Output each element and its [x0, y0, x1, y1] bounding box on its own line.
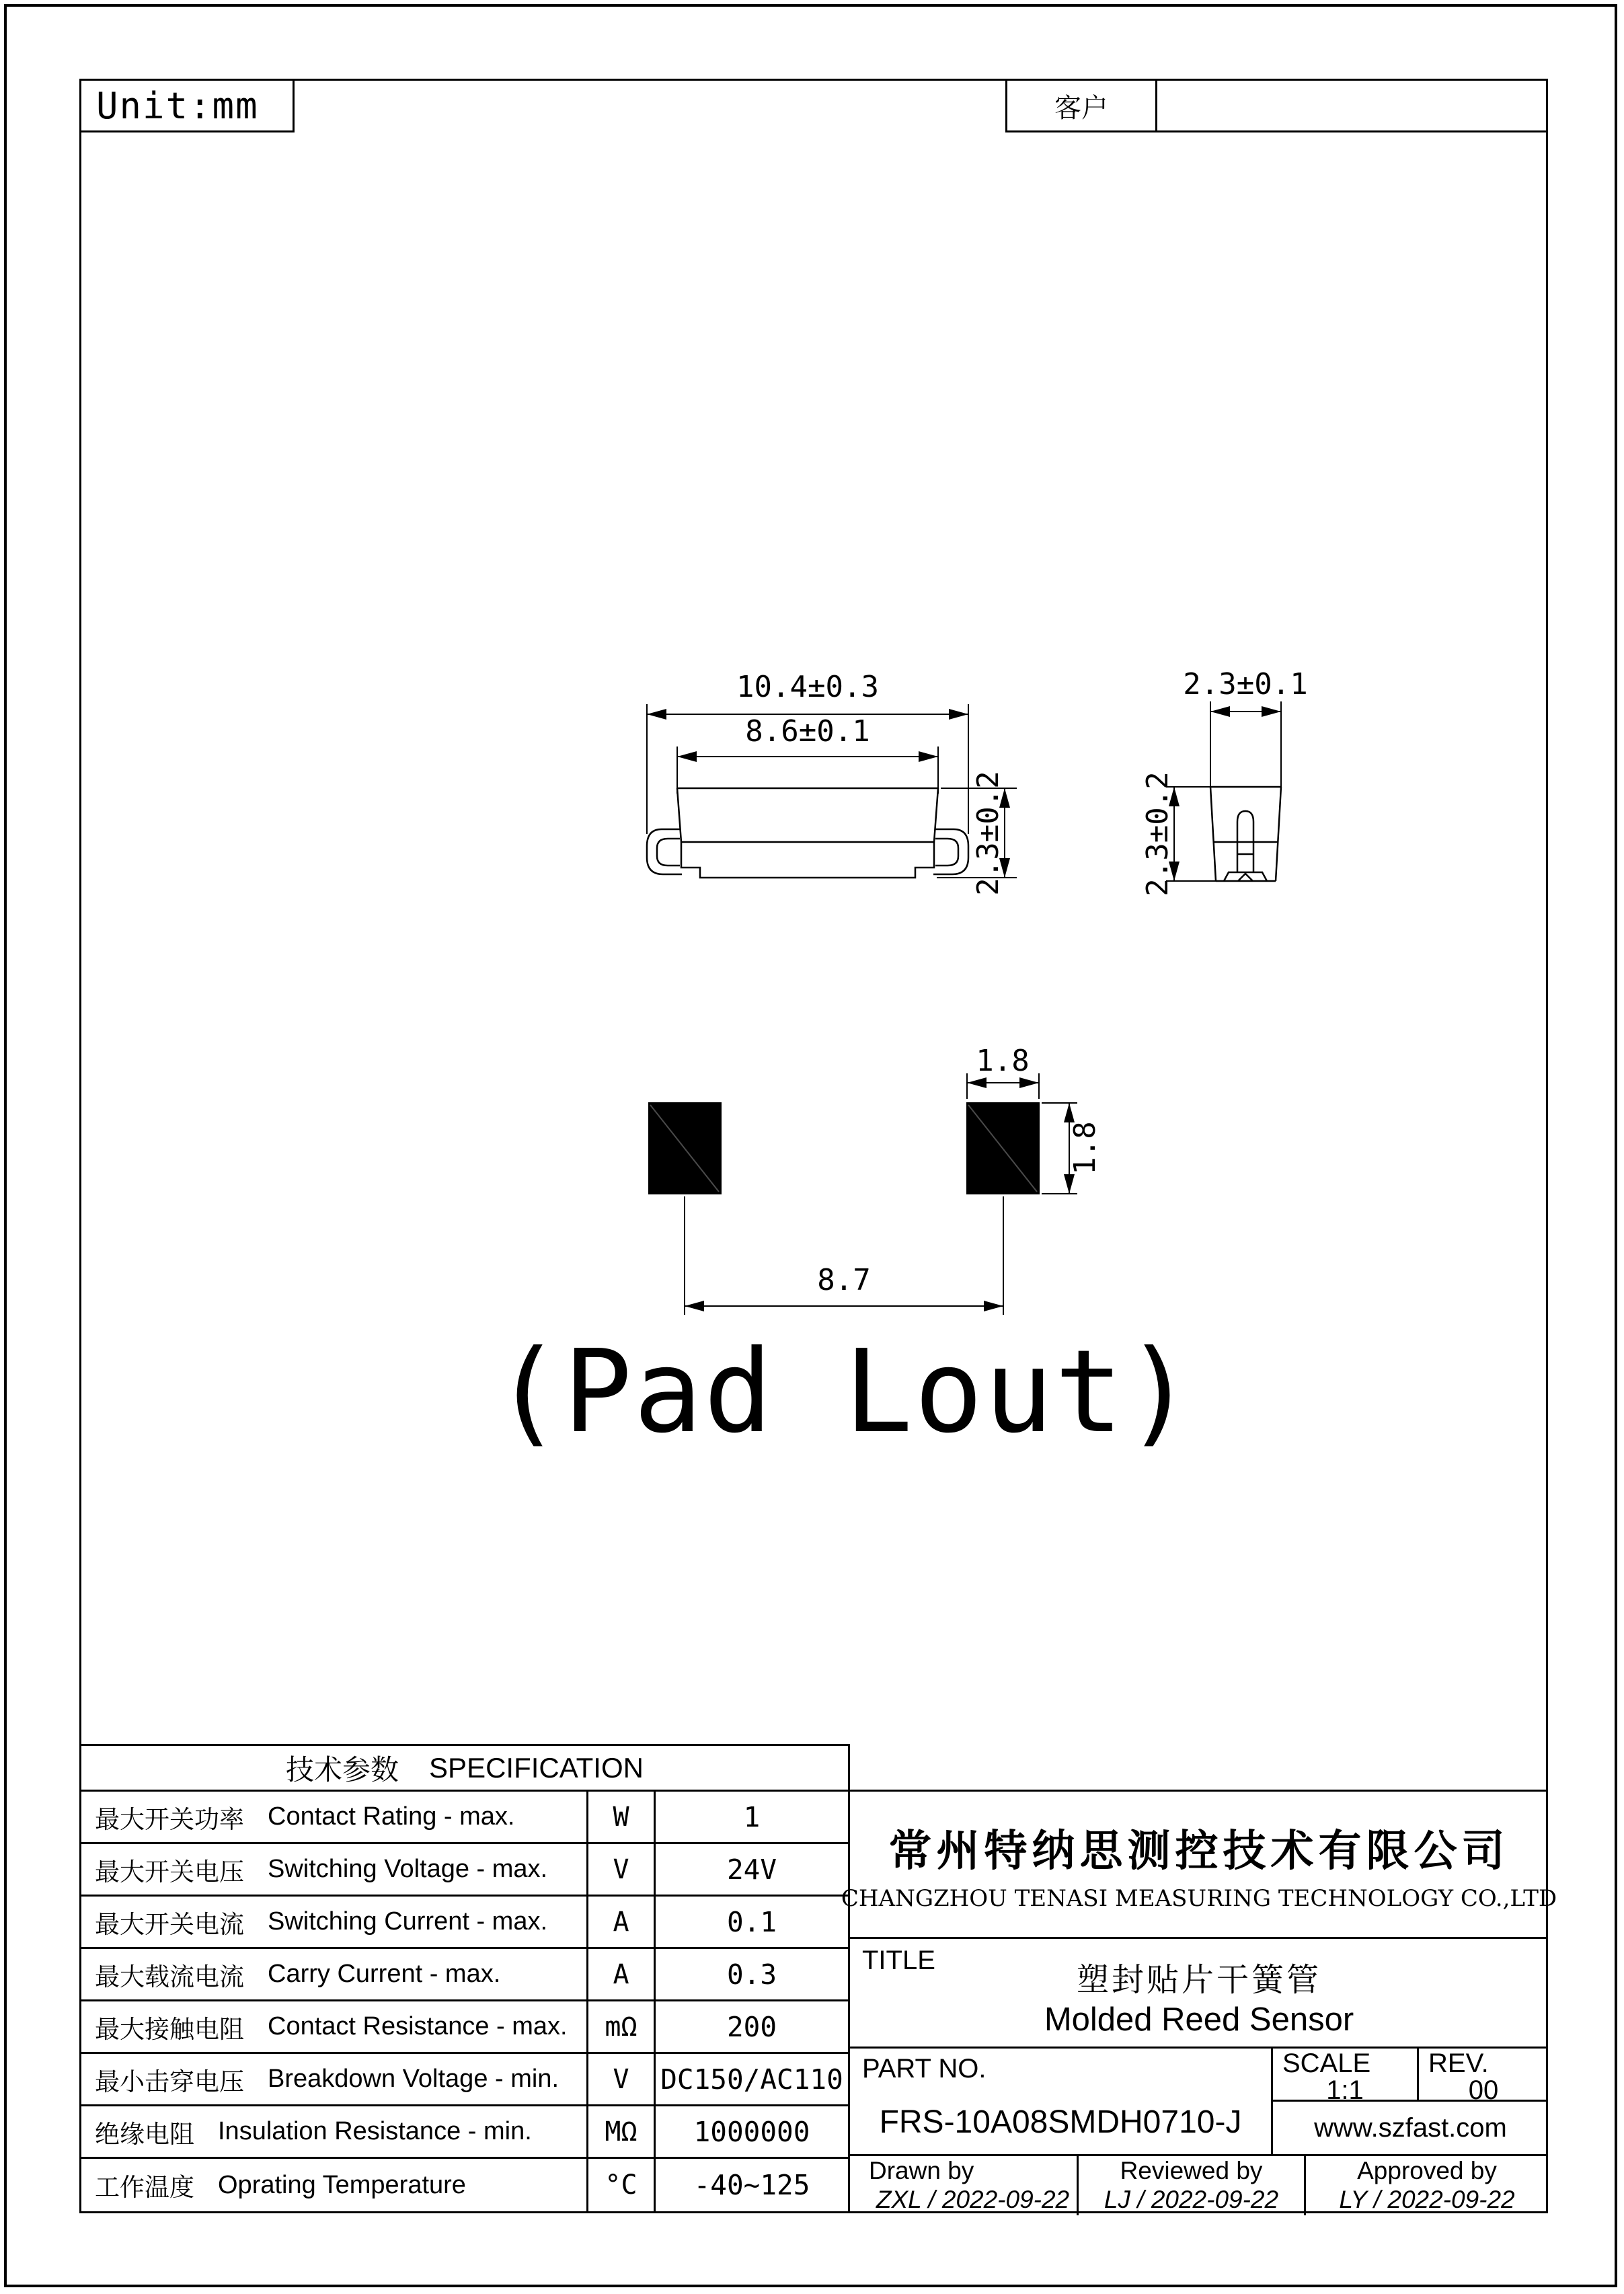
row-label-cn: 最大接触电阻	[95, 2015, 244, 2043]
dim-overall-width: 10.4±0.3	[736, 670, 879, 704]
part-no-label: PART NO.	[862, 2054, 987, 2083]
spec-table-header	[81, 1746, 848, 1792]
table-row	[81, 2054, 848, 2106]
row-label-en: Breakdown Voltage - min.	[268, 2065, 559, 2093]
title-block	[841, 1790, 1557, 2213]
row-label-cn: 工作温度	[95, 2174, 194, 2201]
row-label-en: Contact Rating - max.	[268, 1802, 515, 1831]
front-view-outline	[647, 788, 968, 878]
dim-pad-height: 1.8	[1068, 1121, 1102, 1175]
row-unit: MΩ	[588, 2106, 656, 2157]
dim-side-height: 2.3±0.2	[1140, 771, 1175, 896]
dim-pad-pitch: 8.7	[817, 1263, 871, 1297]
table-row	[81, 2159, 848, 2211]
row-value: 1	[743, 1800, 761, 1833]
row-label-cn: 绝缘电阻	[95, 2120, 194, 2148]
row-value: 0.3	[726, 1958, 777, 1991]
dimension-arrows	[647, 706, 1281, 1311]
drawn-by-label: Drawn by	[869, 2157, 974, 2185]
row-value: 24V	[726, 1853, 777, 1886]
scale-label: SCALE	[1282, 2049, 1371, 2078]
row-unit: W	[588, 1792, 656, 1842]
customer-label: 客户	[1054, 93, 1108, 123]
row-label-cn: 最大载流电流	[95, 1962, 244, 1991]
dim-front-height: 2.3±0.2	[971, 771, 1005, 896]
row-unit: A	[588, 1897, 656, 1947]
approved-by-cell	[1306, 2156, 1548, 2215]
row-unit: V	[588, 2054, 656, 2104]
scale-cell	[1273, 2049, 1419, 2105]
approved-by-value: LY / 2022-09-22	[1339, 2186, 1515, 2213]
table-row	[81, 1897, 848, 1949]
row-label-en: Insulation Resistance - min.	[218, 2117, 532, 2145]
reviewed-by-value: LJ / 2022-09-22	[1104, 2186, 1279, 2213]
table-row	[81, 2106, 848, 2159]
website-cell	[1273, 2102, 1548, 2154]
row-label-cn: 最大开关功率	[95, 1805, 244, 1833]
company-name-cn: 常州特纳思测控技术有限公司	[888, 1826, 1510, 1876]
row-value: DC150/AC110	[660, 2063, 843, 2096]
row-value: 0.1	[726, 1905, 777, 1938]
row-label-en: Carry Current - max.	[268, 1960, 501, 1988]
row-label-cn: 最大开关电流	[95, 1910, 244, 1938]
row-value: 200	[726, 2010, 777, 2043]
table-row	[81, 1844, 848, 1897]
scale-value: 1:1	[1326, 2075, 1364, 2105]
signature-row	[850, 2154, 1548, 2215]
side-view-outline	[1210, 787, 1281, 881]
row-unit: mΩ	[588, 2001, 656, 2052]
row-unit: V	[588, 1844, 656, 1895]
part-title-cn: 塑封贴片干簧管	[1076, 1962, 1322, 1998]
rev-cell	[1419, 2049, 1548, 2105]
part-number-row	[850, 2047, 1548, 2154]
pad-layout-shapes	[649, 1103, 1039, 1194]
website: www.szfast.com	[1314, 2112, 1507, 2143]
table-row	[81, 2001, 848, 2054]
row-value: -40~125	[693, 2169, 810, 2201]
spec-header-en: SPECIFICATION	[429, 1751, 644, 1784]
table-row	[81, 1949, 848, 2001]
part-number: FRS-10A08SMDH0710-J	[879, 2104, 1242, 2140]
title-cell	[850, 1937, 1548, 2047]
pad-layout-caption: (Pad Lout)	[493, 1326, 1195, 1459]
row-unit: °C	[588, 2159, 656, 2211]
unit-label: Unit:mm	[96, 84, 259, 127]
row-label-cn: 最小击穿电压	[95, 2067, 244, 2096]
table-row	[81, 1792, 848, 1844]
title-label: TITLE	[862, 1946, 935, 1975]
row-unit: A	[588, 1949, 656, 1999]
spec-header-cn: 技术参数	[286, 1753, 399, 1786]
drawn-by-value: ZXL / 2022-09-22	[876, 2186, 1070, 2213]
row-label-cn: 最大开关电压	[95, 1858, 244, 1886]
row-label-en: Contact Resistance - max.	[268, 2012, 568, 2040]
reviewed-by-label: Reviewed by	[1120, 2157, 1263, 2185]
drawn-by-cell	[850, 2156, 1079, 2215]
dim-body-width: 8.6±0.1	[745, 714, 870, 749]
approved-by-label: Approved by	[1357, 2157, 1497, 2185]
company-name-en: CHANGZHOU TENASI MEASURING TECHNOLOGY CO.,LTD	[841, 1885, 1557, 1912]
dim-pad-width: 1.8	[976, 1044, 1030, 1078]
part-title-en: Molded Reed Sensor	[1044, 2001, 1354, 2038]
part-number-cell	[850, 2049, 1273, 2154]
row-label-en: Switching Current - max.	[268, 1907, 548, 1936]
reviewed-by-cell	[1079, 2156, 1306, 2215]
row-label-en: Switching Voltage - max.	[268, 1855, 548, 1883]
rev-label: REV.	[1428, 2049, 1489, 2078]
dim-side-width: 2.3±0.1	[1183, 667, 1308, 701]
company-cell	[841, 1792, 1557, 1937]
spec-table	[79, 1744, 850, 2213]
row-value: 1000000	[693, 2115, 810, 2148]
rev-value: 00	[1468, 2075, 1499, 2105]
row-label-en: Oprating Temperature	[218, 2170, 466, 2199]
